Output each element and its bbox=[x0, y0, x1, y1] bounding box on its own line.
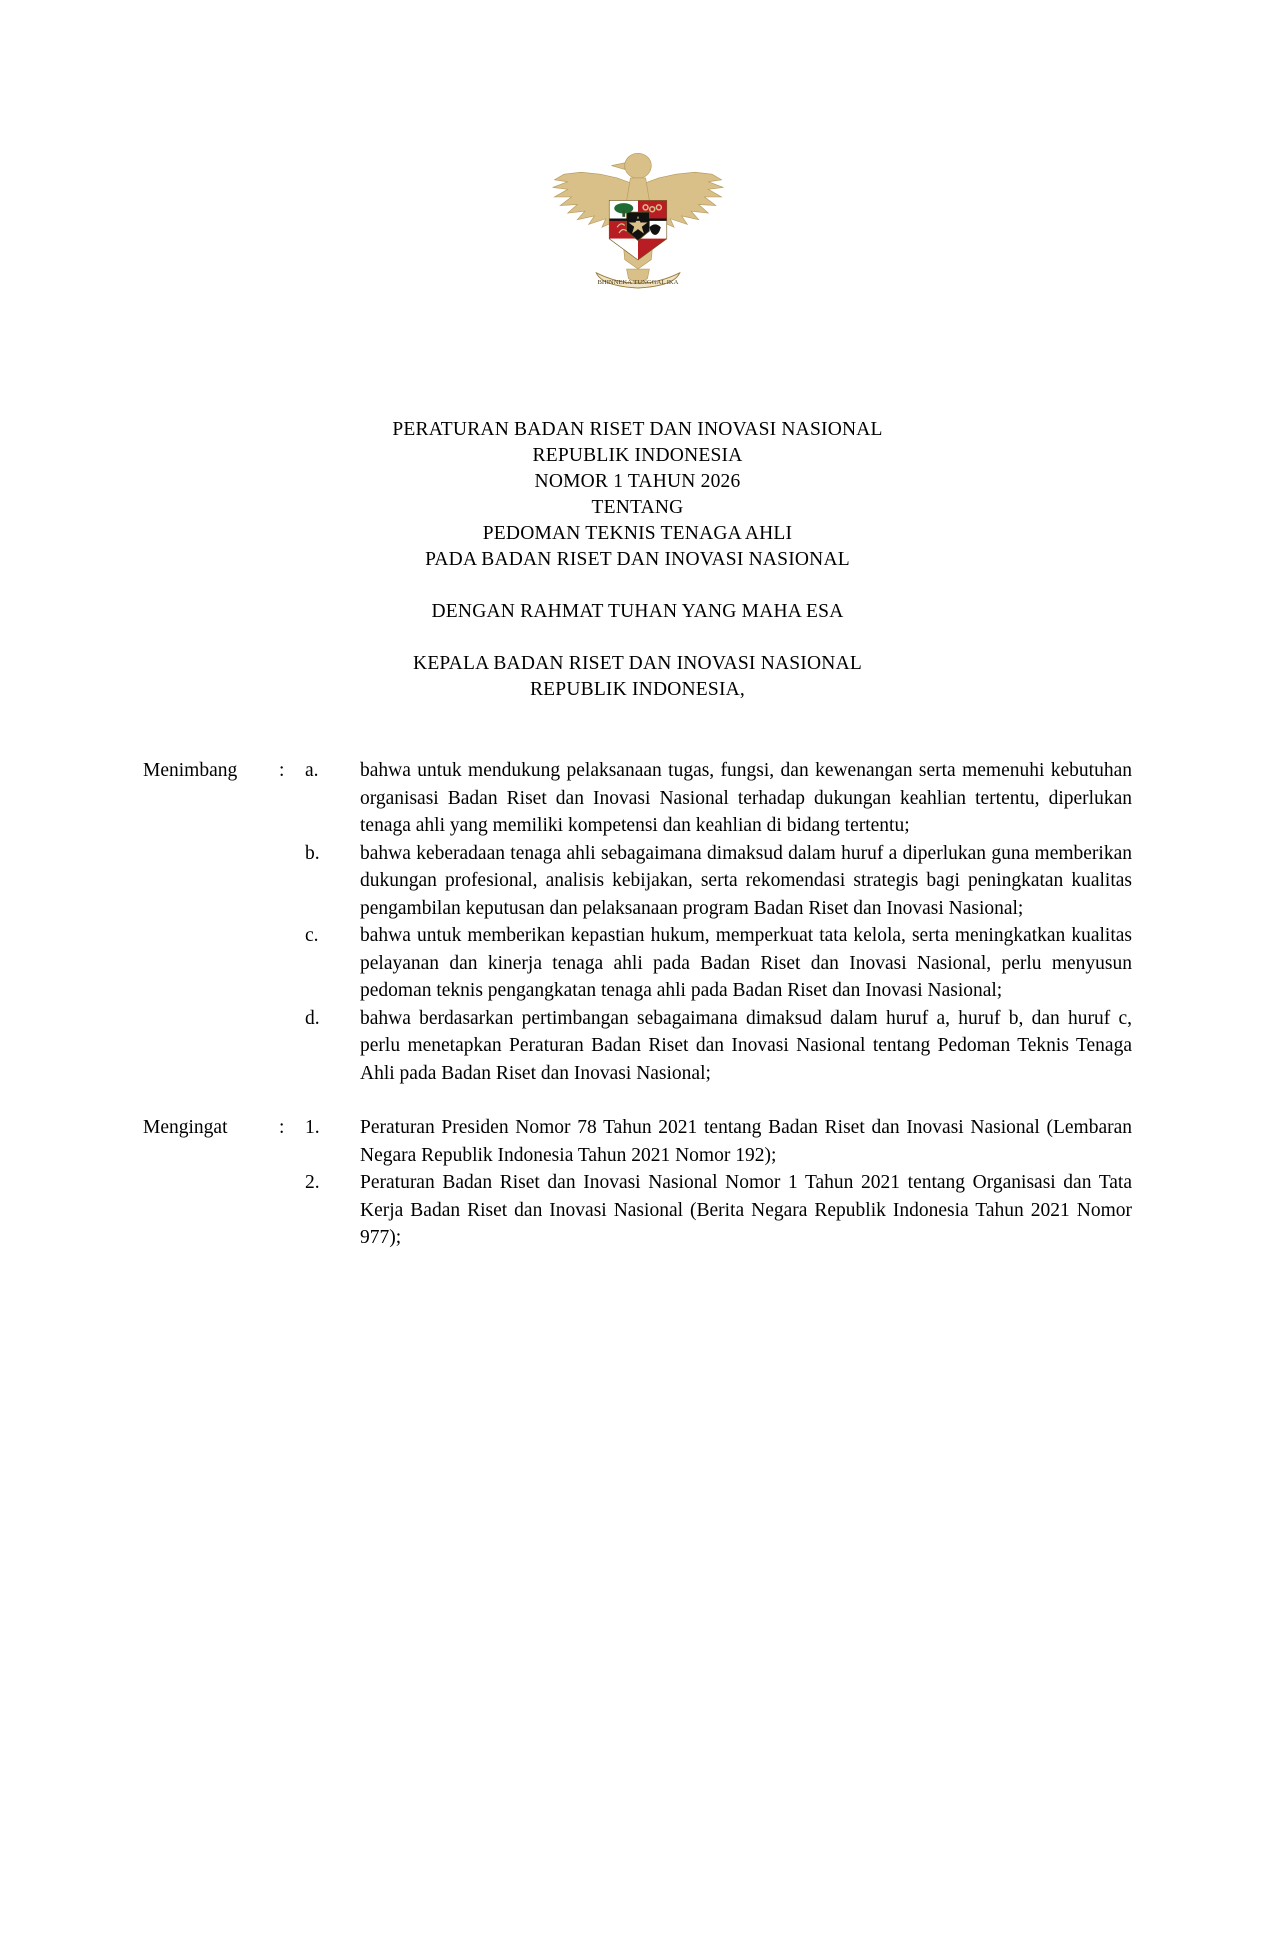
item-marker: 1. bbox=[305, 1117, 320, 1138]
list-item bbox=[305, 1114, 1132, 1169]
recalling-colon: : bbox=[279, 1117, 285, 1138]
item-text: bahwa untuk mendukung pelaksanaan tugas, fungsi, dan kewenangan serta memenuhi kebutuhan organisasi Badan Riset dan Inovasi Nasional terhadap dukungan keahlian tertentu, diperlukan tenaga ahli yang memiliki kompetensi dan keahlian di bidang tertentu; bbox=[360, 760, 1132, 836]
emblem-motto: BHINNEKA TUNGGAL IKA bbox=[597, 279, 678, 287]
item-text: bahwa berdasarkan pertimbangan sebagaimana dimaksud dalam huruf a, huruf b, dan huruf c, perlu menetapkan Peraturan Badan Riset dan Inovasi Nasional tentang Pedoman Teknis Tenaga Ahli pada Badan Riset dan Inovasi Nasional; bbox=[360, 1007, 1132, 1084]
considering-label: Menimbang bbox=[143, 760, 238, 781]
item-text: bahwa untuk memberikan kepastian hukum, memperkuat tata kelola, serta meningkatkan kualitas pelayanan dan kinerja tenaga ahli pada Badan Riset dan Inovasi Nasional, perlu menyusun pedoman teknis pengangkatan tenaga ahli pada Badan Riset dan Inovasi Nasional; bbox=[360, 925, 1132, 1001]
item-marker: 2. bbox=[305, 1172, 320, 1193]
title-authority-2: REPUBLIK INDONESIA, bbox=[529, 679, 746, 700]
item-marker: a. bbox=[305, 760, 319, 781]
considering-colon: : bbox=[279, 760, 285, 781]
title-line-subject-1: PEDOMAN TEKNIS TENAGA AHLI bbox=[482, 523, 793, 544]
title-line-subject-2: PADA BADAN RISET DAN INOVASI NASIONAL bbox=[425, 549, 850, 570]
emblem-container bbox=[0, 0, 1275, 325]
title-blessing: DENGAN RAHMAT TUHAN YANG MAHA ESA bbox=[431, 601, 844, 622]
item-text: Peraturan Badan Riset dan Inovasi Nasional Nomor 1 Tahun 2021 tentang Organisasi dan Tata Kerja Badan Riset dan Inovasi Nasional (Berita Negara Republik Indonesia Tahun 2021 Nomor 977); bbox=[360, 1172, 1132, 1248]
item-marker: b. bbox=[305, 842, 320, 864]
title-line-1: PERATURAN BADAN RISET DAN INOVASI NASIONAL bbox=[392, 419, 883, 440]
item-text: bahwa keberadaan tenaga ahli sebagaimana dimaksud dalam huruf a diperlukan guna memberikan dukungan profesional, analisis kebijakan, serta rekomendasi strategis bagi peningkatan kualitas pengambilan keputusan dan pelaksanaan program Badan Riset dan Inovasi Nasional; bbox=[360, 842, 1132, 919]
garuda-pancasila-emblem-icon bbox=[543, 140, 733, 325]
title-line-tentang: TENTANG bbox=[591, 497, 684, 518]
list-item bbox=[305, 922, 1132, 1005]
list-item bbox=[305, 1005, 1132, 1088]
list-item bbox=[305, 757, 1132, 840]
item-text: Peraturan Presiden Nomor 78 Tahun 2021 tentang Badan Riset dan Inovasi Nasional (Lembaran Negara Republik Indonesia Tahun 2021 Nomor 192); bbox=[360, 1117, 1132, 1166]
document-title-block bbox=[0, 417, 1275, 703]
title-authority-1: KEPALA BADAN RISET DAN INOVASI NASIONAL bbox=[413, 653, 862, 674]
clause-spacer bbox=[143, 1087, 1132, 1114]
list-item bbox=[305, 840, 1132, 923]
considering-clause bbox=[143, 757, 1132, 1087]
title-line-number: NOMOR 1 TAHUN 2026 bbox=[534, 471, 741, 492]
item-marker: c. bbox=[305, 925, 319, 946]
recalling-label: Mengingat bbox=[143, 1117, 228, 1138]
title-line-2: REPUBLIK INDONESIA bbox=[532, 445, 743, 466]
list-item bbox=[305, 1169, 1132, 1252]
recalling-clause bbox=[143, 1114, 1132, 1252]
considering-items bbox=[305, 757, 1132, 1087]
recalling-items bbox=[305, 1114, 1132, 1252]
document-body bbox=[0, 757, 1275, 1252]
item-marker: d. bbox=[305, 1007, 320, 1029]
